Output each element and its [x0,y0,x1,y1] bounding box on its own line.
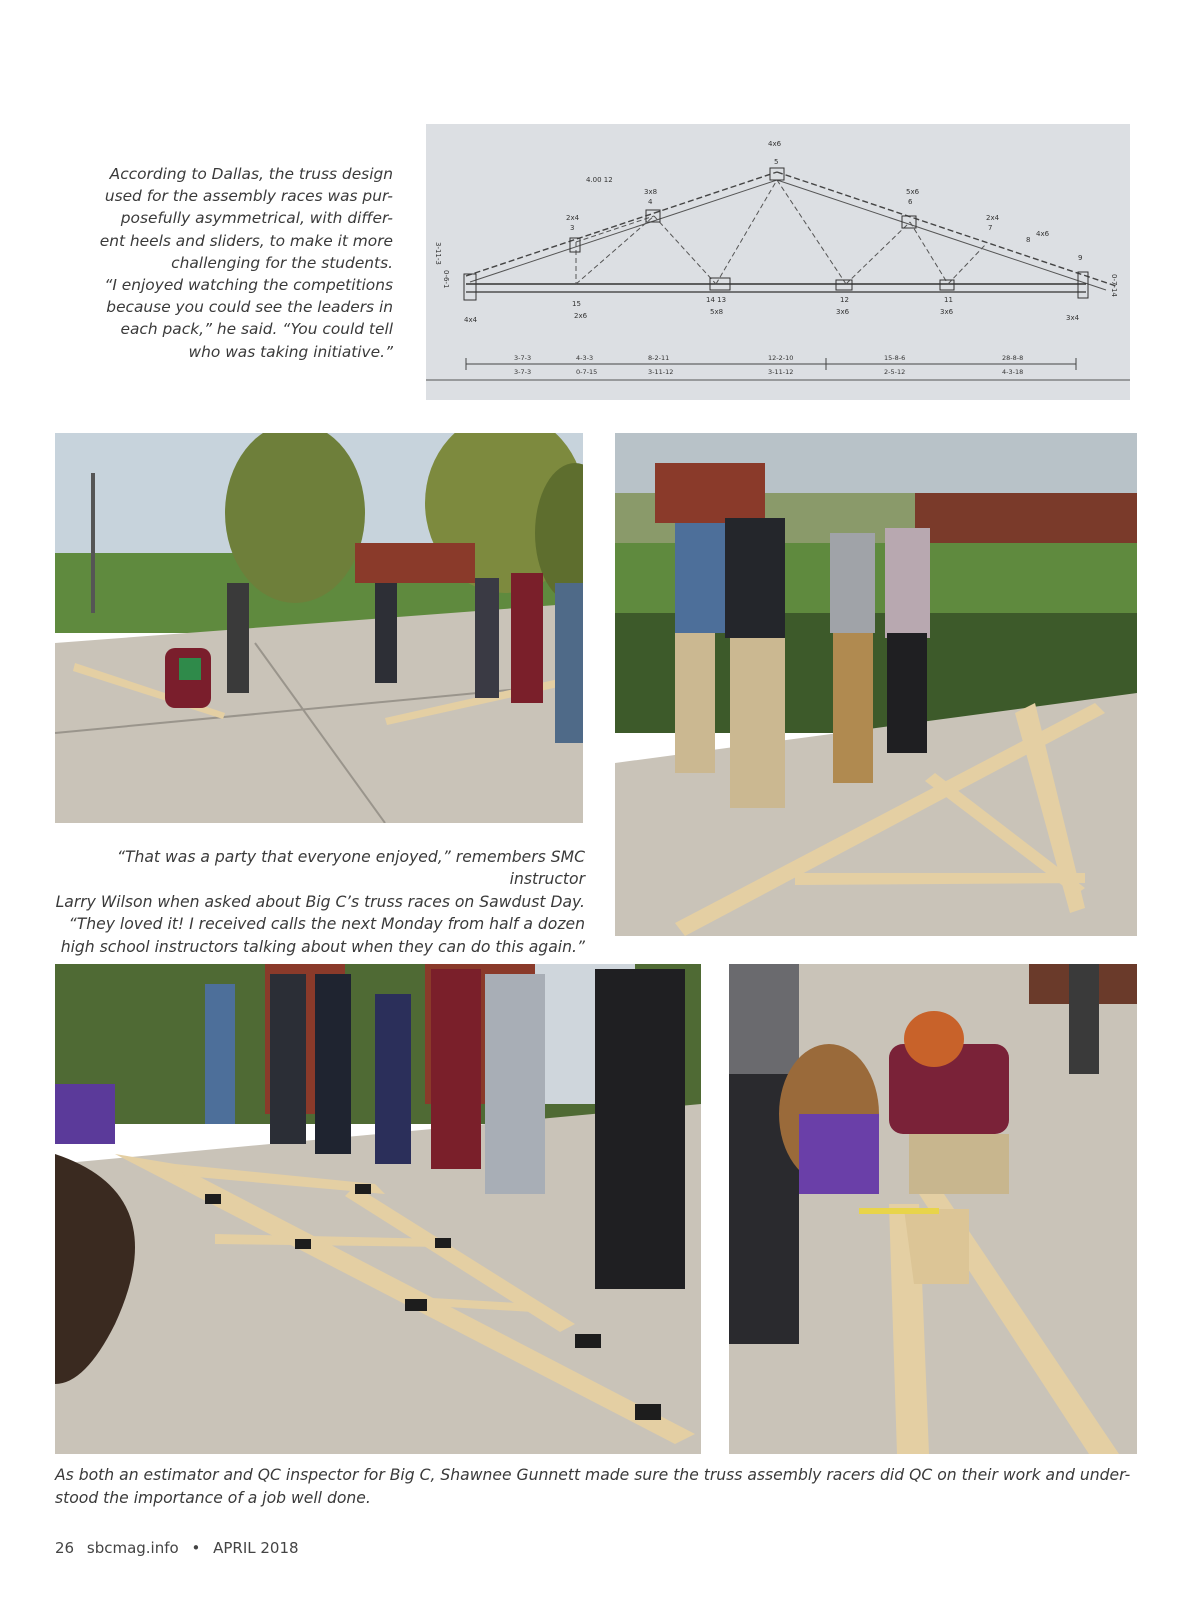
label-plate-14: 5x8 [710,308,724,316]
label-joint-9: 9 [1078,254,1083,262]
truss-diagram [426,124,1130,400]
bullet-separator: • [191,1539,201,1557]
label-height-left: 3-11-3 [434,242,442,265]
dim-bottom: 3-11-12 [768,368,794,376]
label-plate-15: 2x6 [574,312,588,320]
caption-middle [55,846,585,958]
label-joint-15: 15 [572,300,581,308]
caption-line: challenging for the students. [171,253,393,272]
label-plate-right-bottom: 3x4 [1066,314,1080,322]
dim-top: 4-3-3 [576,354,594,362]
photo-inspector-measuring [729,964,1137,1454]
label-plate-11: 3x6 [940,308,954,316]
photo-group-truss [55,964,701,1454]
label-pitch: 4.00 12 [586,176,613,184]
caption-line: “I enjoyed watching the competitions [104,276,393,295]
caption-line: high school instructors talking about when they can do this again.” [60,937,585,956]
caption-line: ent heels and sliders, to make it more [99,231,393,250]
label-plate-left-bottom: 4x4 [464,316,478,324]
caption-line: “They loved it! I received calls the next Monday from half a dozen [68,915,585,934]
label-peak-joint: 5 [774,158,779,166]
label-plate-right-2: 2x4 [986,214,1000,222]
label-joint-8: 8 [1026,236,1031,244]
dim-bottom: 2-5-12 [884,368,906,376]
caption-top [95,163,393,363]
site-link[interactable]: sbcmag.info [86,1539,179,1557]
caption-line: posefully asymmetrical, with differ- [120,209,393,228]
issue-date: APRIL 2018 [213,1539,299,1557]
label-joint-7: 7 [988,224,993,232]
dim-top: 3-7-3 [514,354,532,362]
dim-bottom: 0-7-15 [576,368,598,376]
page-number: 26 [55,1539,75,1557]
caption-line: According to Dallas, the truss design [109,165,393,183]
label-height-right: 0-7-14 [1110,274,1118,297]
dim-top: 28-8-8 [1002,354,1024,362]
label-plate-12: 3x6 [836,308,850,316]
caption-line: Larry Wilson when asked about Big C’s truss races on Sawdust Day. [55,892,585,911]
dim-top: 15-8-6 [884,354,906,362]
photo-campus-lawn [55,433,583,823]
dim-bottom: 3-11-12 [648,368,674,376]
label-joint-3: 3 [570,224,575,232]
label-joint-4: 4 [648,198,653,206]
label-joint-11: 11 [944,296,953,304]
label-joint-14-13: 14 13 [706,296,727,304]
caption-bottom [55,1464,1135,1509]
dim-top: 12-2-10 [768,354,794,362]
label-plate-right-end: 4x6 [1036,230,1050,238]
caption-line: each pack,” he said. “You could tell [120,320,393,339]
label-height-left-small: 0-6-1 [442,270,450,289]
caption-line: who was taking initiative.” [188,342,393,361]
label-joint-6: 6 [908,198,913,206]
caption-line: stood the importance of a job well done. [55,1488,371,1507]
photo-students-truss [615,433,1137,936]
label-plate-right-upper: 5x6 [906,188,920,196]
label-plate-left-heel: 2x4 [566,214,580,222]
caption-line: because you could see the leaders in [106,298,393,317]
label-peak-plate: 4x6 [768,140,782,148]
caption-line: As both an estimator and QC inspector for Big C, Shawnee Gunnett made sure the truss assembly racers did QC on their work and under- [55,1466,1131,1484]
label-joint-12: 12 [840,296,849,304]
label-plate-left-upper: 3x8 [644,188,658,196]
dim-bottom: 4-3-18 [1002,368,1024,376]
caption-line: “That was a party that everyone enjoyed,” remembers SMC instructor [116,848,585,889]
caption-line: used for the assembly races was pur- [104,187,393,206]
dim-top: 8-2-11 [648,354,670,362]
dim-bottom: 3-7-3 [514,368,532,376]
page-footer [55,1539,307,1557]
truss-diagram-svg [426,124,1130,400]
